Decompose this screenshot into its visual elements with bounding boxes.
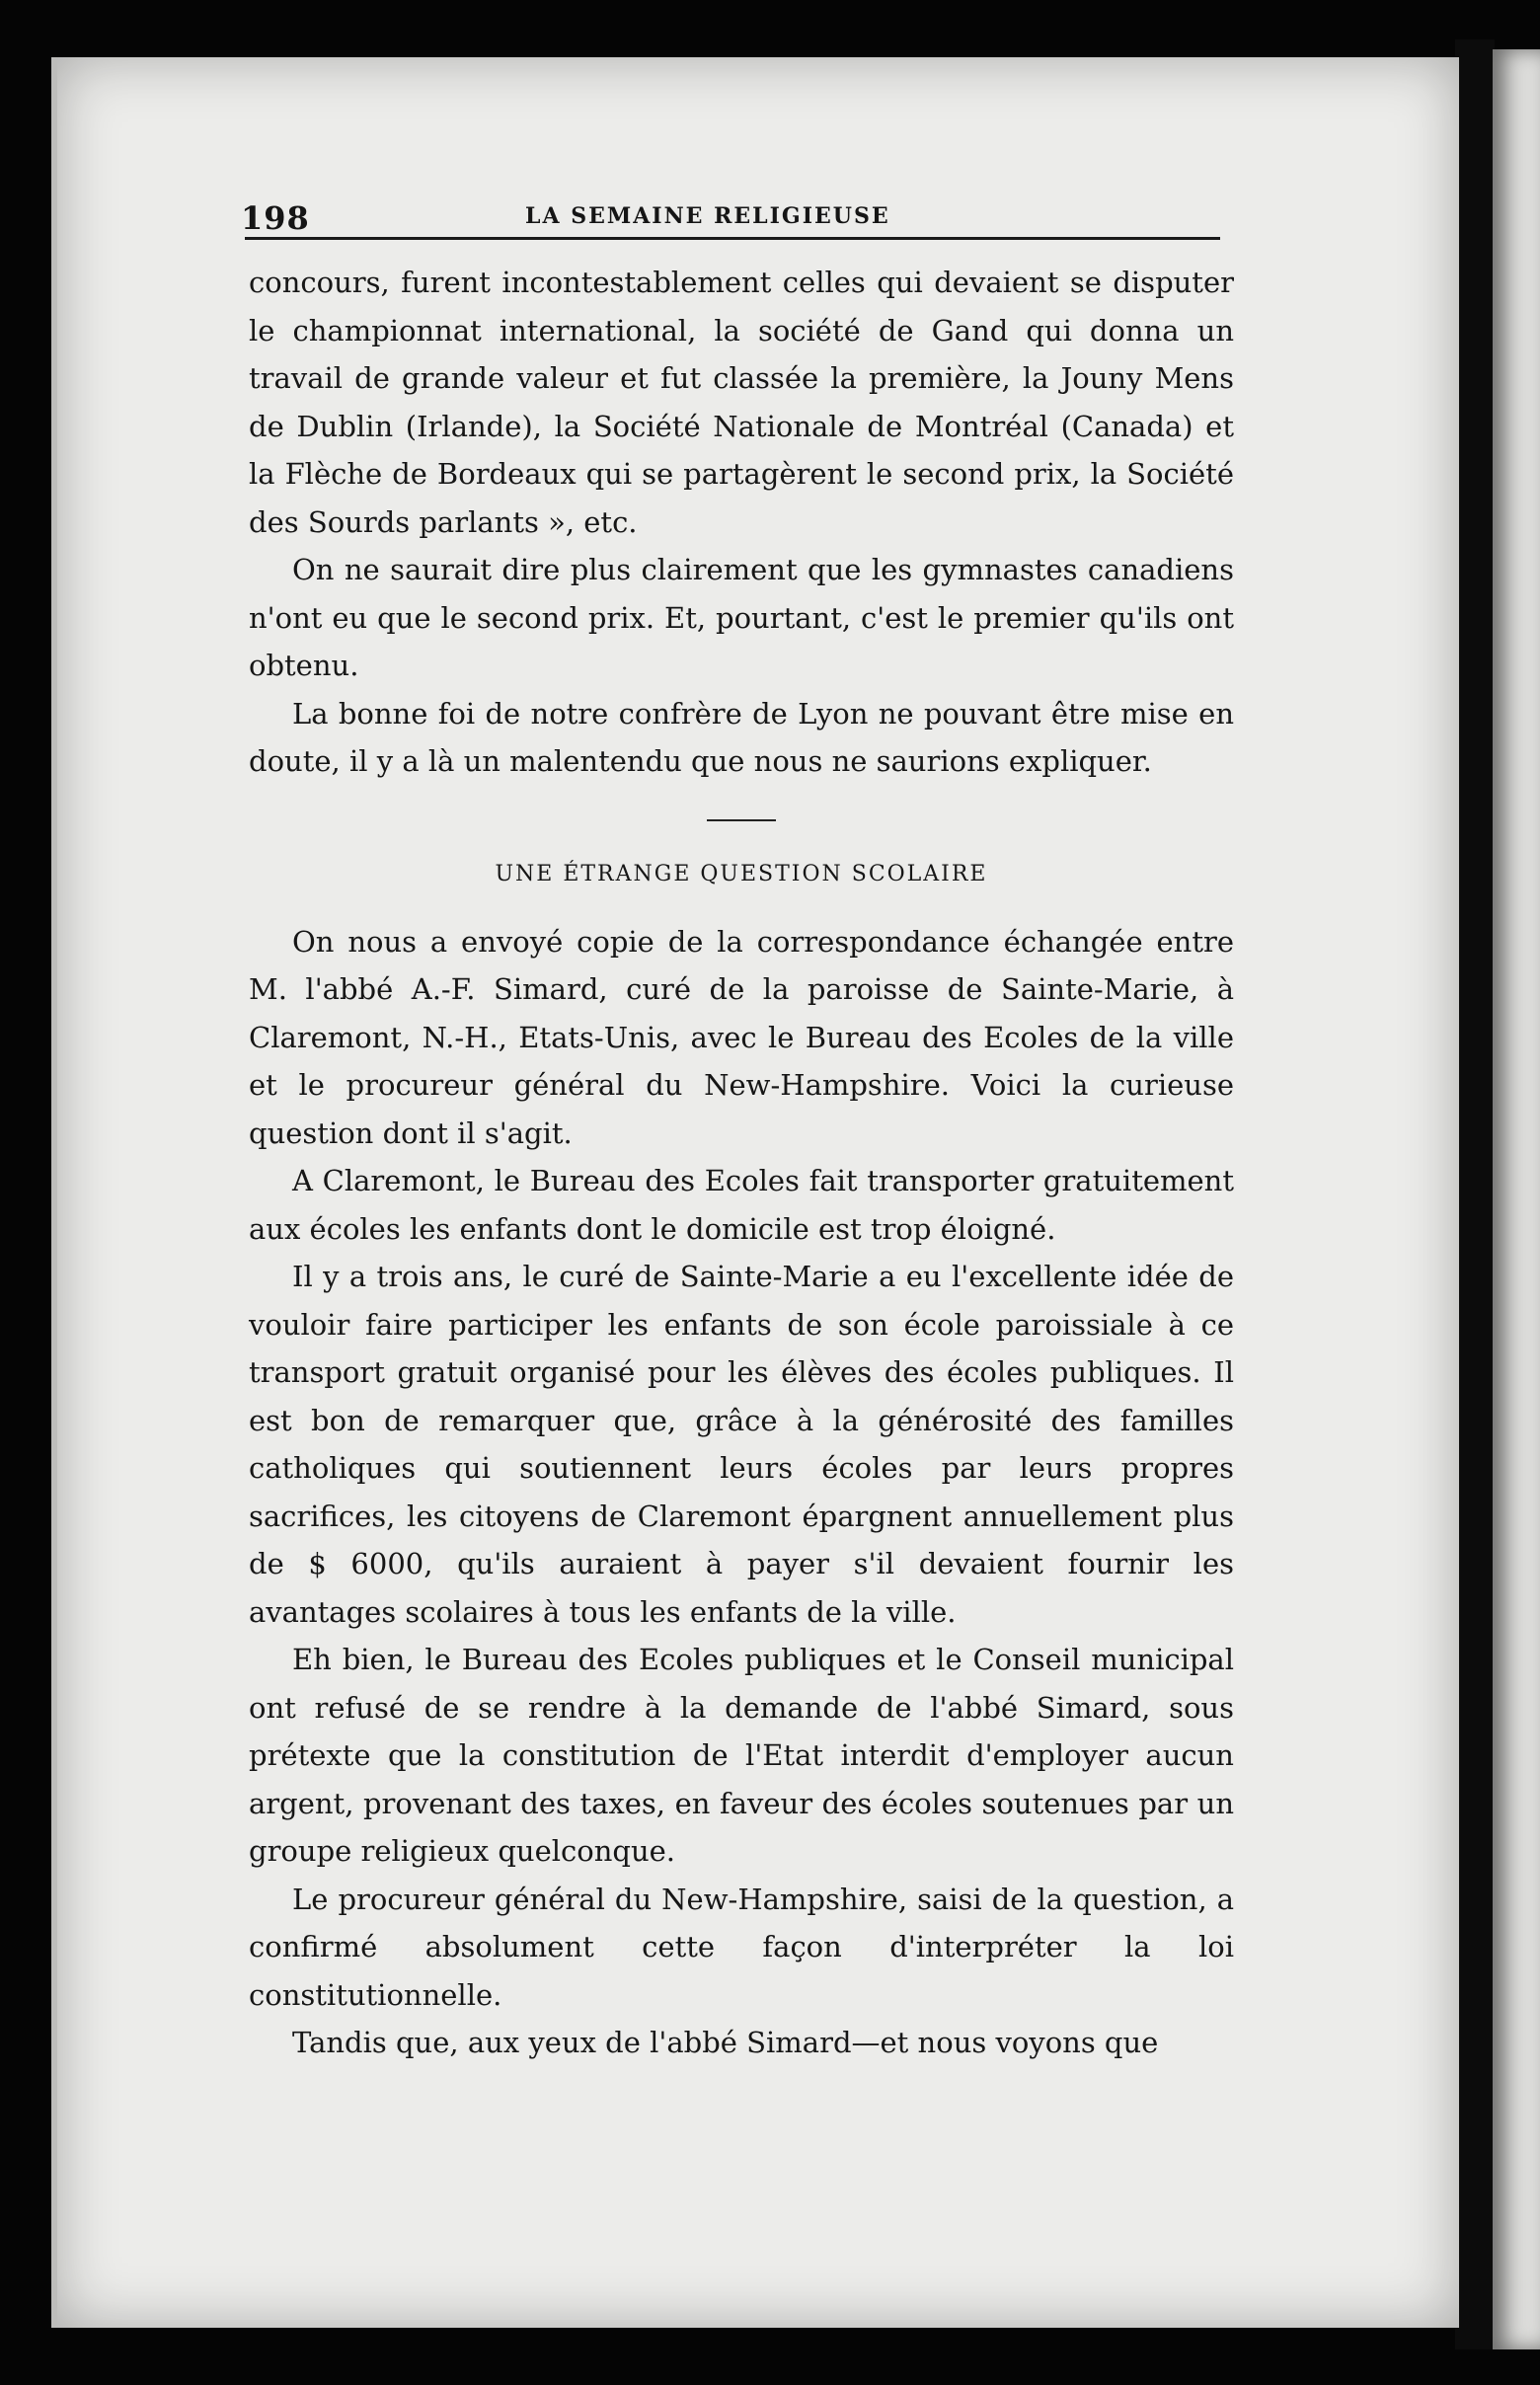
running-title: LA SEMAINE RELIGIEUSE <box>525 203 890 229</box>
section-divider <box>707 819 776 821</box>
continued-paragraph-3: La bonne foi de notre confrère de Lyon ne pouvant être mise en doute, il y a là un malentendu que nous ne saurions expliquer. <box>249 696 1234 778</box>
page-number: 198 <box>241 199 310 237</box>
section-paragraph-3: Il y a trois ans, le curé de Sainte-Marie a eu l'excellente idée de vouloir faire participer les enfants de son école paroissiale à ce transport gratuit organisé pour les élèves des écoles publiques. Il est bon de remarquer que, grâce à la générosité des familles catholiques qui soutiennent leurs écoles par leurs propres sacrifices, les citoyens de Claremont épargnent annuellement plus de $ 6000, qu'ils auraient à payer s'il devaient fournir les avantages scolaires à tous les enfants de la ville. <box>249 1260 1234 1629</box>
facing-page-edge <box>1493 49 1540 2349</box>
section-paragraph-1: On nous a envoyé copie de la correspondance échangée entre M. l'abbé A.-F. Simard, curé de la paroisse de Sainte-Marie, à Claremont, N.-H., Etats-Unis, avec le Bureau des Ecoles de la ville et le procureur général du New-Hampshire. Voici la curieuse question dont il s'agit. <box>249 924 1234 1150</box>
section-title: UNE ÉTRANGE QUESTION SCOLAIRE <box>495 861 988 886</box>
section-paragraph-6: Tandis que, aux yeux de l'abbé Simard—et nous voyons que <box>292 2026 1159 2059</box>
continued-paragraph-1: concours, furent incontestablement celles qui devaient se disputer le championnat international, la société de Gand qui donna un travail de grande valeur et fut classée la première, la Jouny Mens de Dublin (Irlande), la Société Nationale de Montréal (Canada) et la Flèche de Bordeaux qui se partagèrent le second prix, la Société des Sourds parlants », etc. <box>249 266 1234 539</box>
section-paragraph-2: A Claremont, le Bureau des Ecoles fait transporter gratuitement aux écoles les enfants dont le domicile est trop éloigné. <box>249 1164 1234 1246</box>
page-body <box>249 259 1234 2067</box>
section-paragraph-4: Eh bien, le Bureau des Ecoles publiques et le Conseil municipal ont refusé de se rendre à la demande de l'abbé Simard, sous prétexte que la constitution de l'Etat interdit d'employer aucun argent, provenant des taxes, en faveur des écoles soutenues par un groupe religieux quelconque. <box>249 1643 1234 1868</box>
section-paragraph-5: Le procureur général du New-Hampshire, saisi de la question, a confirmé absolument cette façon d'interpréter la loi constitutionnelle. <box>249 1882 1234 2012</box>
continued-paragraph-2: On ne saurait dire plus clairement que les gymnastes canadiens n'ont eu que le second prix. Et, pourtant, c'est le premier qu'ils ont obtenu. <box>249 553 1234 682</box>
page-gutter-shadow <box>1455 39 1495 2349</box>
header-rule <box>245 237 1220 240</box>
